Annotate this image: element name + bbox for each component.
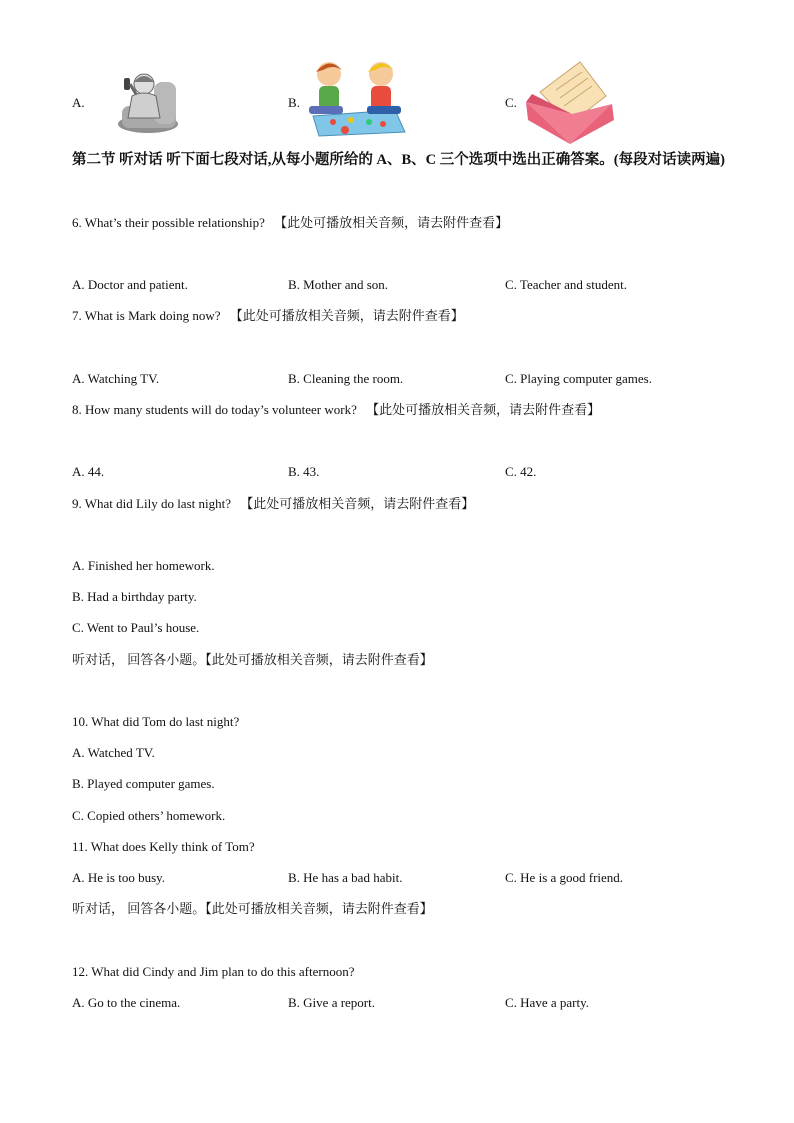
question-9-option-b: B. Had a birthday party. <box>72 589 197 604</box>
children-playing-board-game-icon <box>303 58 409 138</box>
question-10-option-c: C. Copied others’ homework. <box>72 808 226 823</box>
question-7-option-a: A. Watching TV. <box>72 371 160 386</box>
picture-option-b-label: B. <box>288 95 300 110</box>
question-12-option-c: C. Have a party. <box>505 995 589 1010</box>
question-9-option-a: A. Finished her homework. <box>72 558 215 573</box>
question-12-option-b: B. Give a report. <box>288 995 376 1010</box>
question-8-stem <box>72 402 600 418</box>
question-11-option-b: B. He has a bad habit. <box>288 870 403 885</box>
question-11-option-c: C. He is a good friend. <box>505 870 624 885</box>
picture-option-c-label: C. <box>505 95 517 110</box>
question-stem-text: 6. What’s their possible relationship? <box>72 215 265 230</box>
picture-option-a-label: A. <box>72 95 85 110</box>
question-10-option-a: A. Watched TV. <box>72 745 155 760</box>
question-9-stem <box>72 496 474 512</box>
audio-note: 【此处可播放相关音频，请去附件查看】 <box>274 215 509 230</box>
woman-on-phone-sofa-icon <box>104 66 180 136</box>
question-11-stem: 11. What does Kelly think of Tom? <box>72 839 255 854</box>
section-heading: 第二节 听对话 听下面七段对话,从每小题所给的 A、B、C 三个选项中选出正确答案。(每段对话读两遍) <box>72 152 725 168</box>
question-9-option-c: C. Went to Paul’s house. <box>72 620 200 635</box>
question-12-option-a: A. Go to the cinema. <box>72 995 181 1010</box>
question-7-stem <box>72 308 464 324</box>
question-8-option-b: B. 43. <box>288 464 320 479</box>
question-6-option-c: C. Teacher and student. <box>505 277 627 292</box>
question-6-option-a: A. Doctor and patient. <box>72 277 188 292</box>
question-10-option-b: B. Played computer games. <box>72 776 215 791</box>
question-6-option-b: B. Mother and son. <box>288 277 389 292</box>
question-7-option-c: C. Playing computer games. <box>505 371 652 386</box>
envelope-with-letter-icon <box>520 58 616 144</box>
audio-note: 【此处可播放相关音频，请去附件查看】 <box>240 496 475 511</box>
audio-note: 【此处可播放相关音频，请去附件查看】 <box>366 402 601 417</box>
question-12-stem: 12. What did Cindy and Jim plan to do this afternoon? <box>72 964 355 979</box>
question-6-stem <box>72 215 508 231</box>
question-7-option-b: B. Cleaning the room. <box>288 371 404 386</box>
question-stem-text: 8. How many students will do today’s volunteer work? <box>72 402 357 417</box>
group-2-intro: 听对话， 回答各小题。【此处可播放相关音频，请去附件查看】 <box>72 901 433 916</box>
question-8-option-a: A. 44. <box>72 464 105 479</box>
group-1-intro: 听对话， 回答各小题。【此处可播放相关音频，请去附件查看】 <box>72 652 433 667</box>
question-11-option-a: A. He is too busy. <box>72 870 166 885</box>
audio-note: 【此处可播放相关音频，请去附件查看】 <box>229 308 464 323</box>
question-stem-text: 7. What is Mark doing now? <box>72 308 221 323</box>
question-10-stem: 10. What did Tom do last night? <box>72 714 240 729</box>
question-stem-text: 9. What did Lily do last night? <box>72 496 231 511</box>
question-8-option-c: C. 42. <box>505 464 537 479</box>
